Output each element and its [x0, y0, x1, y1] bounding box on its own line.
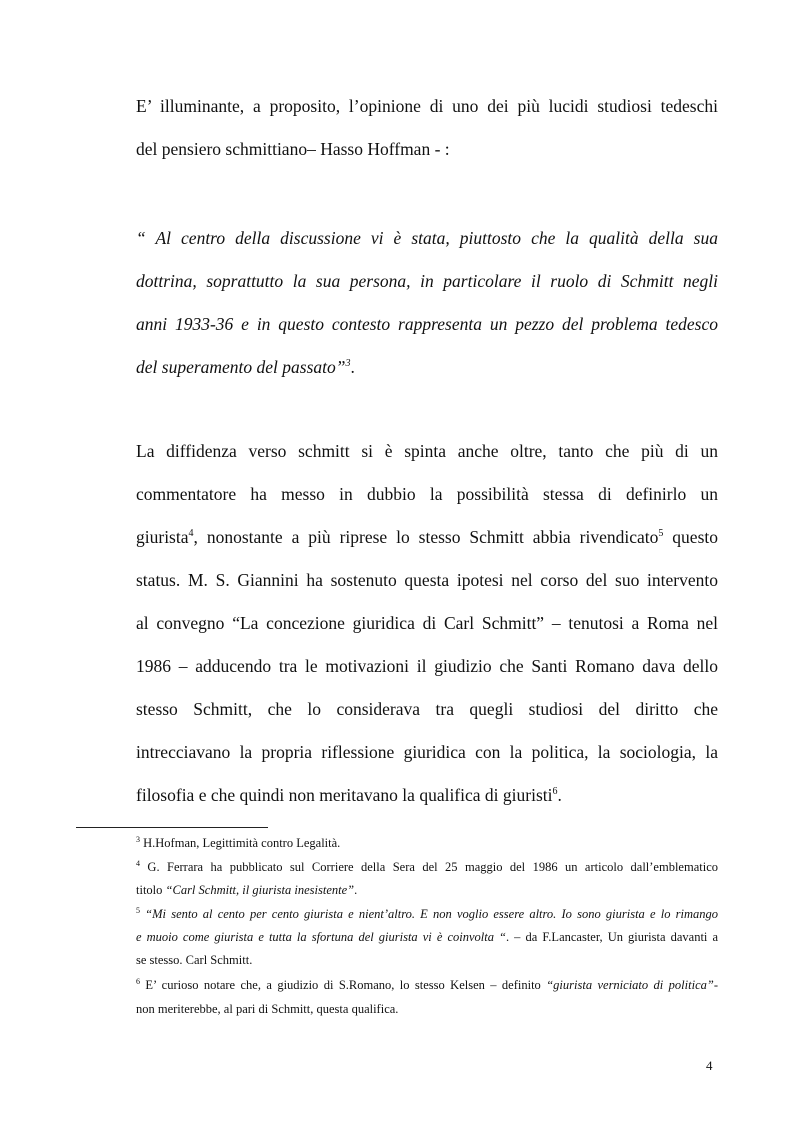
footnote-4-text-2b: . — [354, 883, 358, 897]
footnote-separator — [76, 827, 268, 828]
footnote-4-text-2a: titolo — [136, 883, 166, 897]
paragraph-2-line-6: 1986 – adducendo tra le motivazioni il giudizio che Santi Romano dava dello — [136, 656, 718, 676]
footnote-4-line-1 — [136, 859, 718, 875]
footnote-4-line-2 — [136, 882, 718, 898]
footnote-4-article-title: “Carl Schmitt, il giurista inesistente” — [165, 883, 355, 897]
footnote-5-line-3: se stesso. Carl Schmitt. — [136, 953, 253, 967]
footnote-5-number: 5 — [136, 905, 140, 915]
paragraph-2-line-3 — [136, 526, 718, 548]
footnote-6-quote: “giurista verniciato di politica” — [546, 978, 714, 992]
footnote-3-number: 3 — [136, 834, 140, 844]
paragraph-2-line-3-b: , nonostante a più riprese lo stesso Schmitt abbia rivendicato — [193, 527, 659, 547]
footnote-4-number: 4 — [136, 858, 140, 868]
footnote-5-line-1 — [136, 906, 718, 922]
footnote-5-quote-2: e muoio come giurista e tutta la sfortuna del giurista vi è coinvolta “ — [136, 930, 506, 944]
footnote-5-quote-1: “Mi sento al cento per cento giurista e nient’altro. E non voglio essere altro. Io sono giurista e lo rimango — [140, 907, 718, 921]
footnote-ref-5[interactable]: 5 — [658, 528, 664, 540]
paragraph-2-line-9-text: filosofia e che quindi non meritavano la qualifica di giuristi — [136, 785, 553, 805]
footnote-ref-4[interactable]: 4 — [188, 528, 194, 540]
paragraph-2-line-1: La diffidenza verso schmitt si è spinta anche oltre, tanto che più di un — [136, 441, 718, 461]
paragraph-2-line-5: al convegno “La concezione giuridica di Carl Schmitt” – tenutosi a Roma nel — [136, 613, 718, 633]
footnote-5-source: . – da F.Lancaster, Un giurista davanti a — [505, 930, 719, 944]
footnote-3 — [136, 835, 718, 851]
paragraph-2-line-2: commentatore ha messo in dubbio la possibilità stessa di definirlo un — [136, 484, 718, 504]
quote-line-4 — [136, 356, 718, 378]
quote-line-4-text: del superamento del passato” — [136, 357, 346, 377]
paragraph-2-line-9-end: . — [557, 785, 562, 805]
paragraph-2-line-4: status. M. S. Giannini ha sostenuto questa ipotesi nel corso del suo intervento — [136, 570, 718, 590]
quote-line-3: anni 1933-36 e in questo contesto rappresenta un pezzo del problema tedesco — [136, 314, 718, 334]
quote-line-2: dottrina, soprattutto la sua persona, in particolare il ruolo di Schmitt negli — [136, 271, 718, 291]
paragraph-1-line-1: E’ illuminante, a proposito, l’opinione di uno dei più lucidi studiosi tedeschi — [136, 96, 718, 116]
paragraph-1-line-2: del pensiero schmittiano– Hasso Hoffman - : — [136, 139, 450, 159]
paragraph-2-line-9 — [136, 784, 718, 806]
quote-line-1: “ Al centro della discussione vi è stata, piuttosto che la qualità della sua — [136, 228, 718, 248]
footnote-6-line-2: non meriterebbe, al pari di Schmitt, questa qualifica. — [136, 1002, 399, 1016]
footnote-6-number: 6 — [136, 976, 140, 986]
footnote-3-text: H.Hofman, Legittimità contro Legalità. — [140, 836, 341, 850]
paragraph-2-line-8: intrecciavano la propria riflessione giuridica con la politica, la sociologia, la — [136, 742, 718, 762]
quote-line-4-end: . — [350, 357, 355, 377]
footnote-ref-3[interactable]: 3 — [345, 358, 351, 370]
paragraph-2-line-7: stesso Schmitt, che lo considerava tra quegli studiosi del diritto che — [136, 699, 718, 719]
footnote-6-line-1 — [136, 977, 718, 993]
footnote-5-line-2 — [136, 929, 718, 945]
footnote-6-text-1b: - — [713, 978, 718, 992]
footnote-ref-6[interactable]: 6 — [552, 786, 558, 798]
page-number: 4 — [706, 1058, 713, 1073]
footnote-4-text-1: G. Ferrara ha pubblicato sul Corriere della Sera del 25 maggio del 1986 un articolo dall’emblematico — [140, 860, 718, 874]
footnote-6-text-1a: E’ curioso notare che, a giudizio di S.Romano, lo stesso Kelsen – definito — [140, 978, 547, 992]
paragraph-2-line-3-c: questo — [663, 527, 718, 547]
paragraph-2-line-3-a: giurista — [136, 527, 189, 547]
